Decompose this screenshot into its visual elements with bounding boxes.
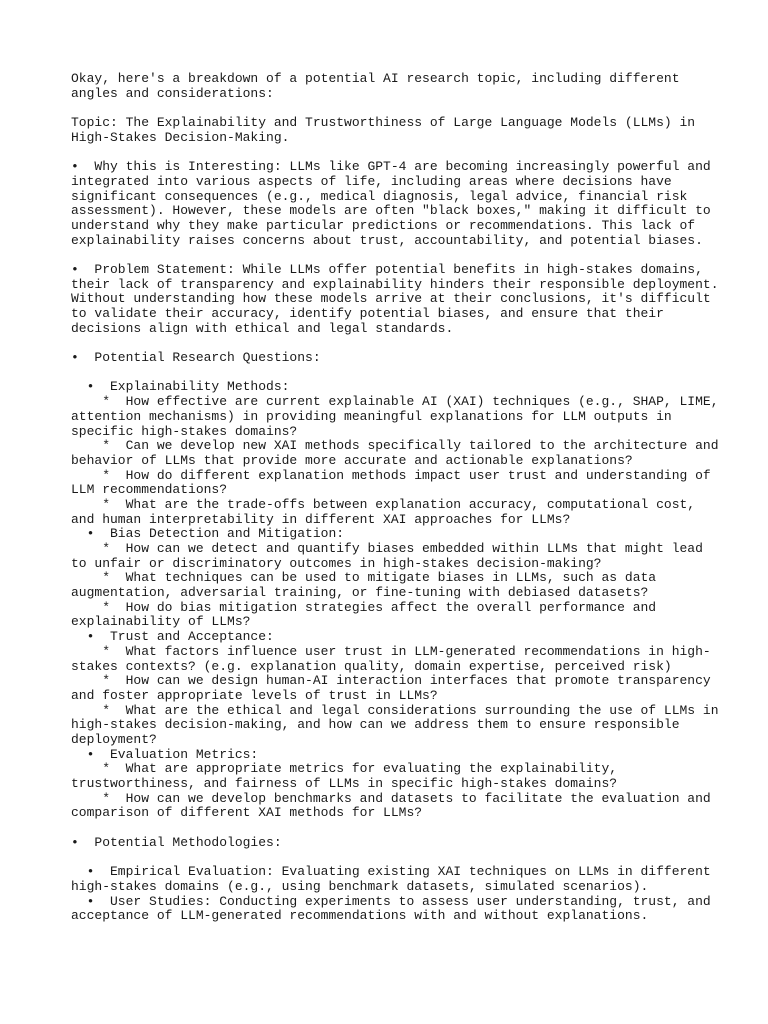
list-item-line: high-stakes domains (e.g., using benchmark datasets, simulated scenarios). [71, 878, 649, 894]
text-line: explainability raises concerns about trust, accountability, and potential biases. [71, 232, 703, 248]
research-questions-list [71, 379, 719, 821]
text-line: decisions align with ethical and legal standards. [71, 320, 454, 336]
list-item-line: to unfair or discriminatory outcomes in high-stakes decision-making? [71, 555, 602, 571]
text-line: their lack of transparency and explainability hinders their responsible deployment. [71, 276, 719, 292]
methodologies-heading: • Potential Methodologies: [71, 834, 282, 850]
intro-paragraph [71, 72, 711, 101]
subsection-heading: • Explainability Methods: [71, 379, 290, 395]
text-line: integrated into various aspects of life, including areas where decisions have [71, 173, 672, 189]
list-item-line: * How effective are current explainable AI (XAI) techniques (e.g., SHAP, LIME, [71, 394, 719, 410]
list-item-line: LLM recommendations? [71, 482, 228, 498]
text-line: • Problem Statement: While LLMs offer potential benefits in high-stakes domains, [71, 261, 703, 277]
text-line: significant consequences (e.g., medical diagnosis, legal advice, financial risk [71, 188, 688, 204]
list-item-line: * What techniques can be used to mitigate biases in LLMs, such as data [71, 570, 657, 586]
text-line: understand why they make particular predictions or recommendations. This lack of [71, 217, 696, 233]
list-item-line: * How do different explanation methods impact user trust and understanding of [71, 467, 711, 483]
list-item-line: deployment? [71, 731, 157, 747]
list-item-line: * What are appropriate metrics for evaluating the explainability, [71, 761, 618, 777]
text-line: to validate their accuracy, identify potential biases, and ensure that their [71, 306, 664, 321]
list-item-line: specific high-stakes domains? [71, 423, 298, 439]
list-item-line: • Empirical Evaluation: Evaluating existing XAI techniques on LLMs in different [71, 864, 711, 880]
problem-statement-paragraph [71, 261, 719, 336]
subsection-heading: • Evaluation Metrics: [71, 746, 259, 762]
text-line: High-Stakes Decision-Making. [71, 129, 290, 145]
text-line: Topic: The Explainability and Trustworthiness of Large Language Models (LLMs) in [71, 115, 696, 131]
why-interesting-paragraph [71, 160, 711, 248]
list-item-line: and foster appropriate levels of trust in LLMs? [71, 687, 438, 703]
list-item-line: * How can we design human-AI interaction interfaces that promote transparency [71, 673, 711, 689]
subsection-heading: • Bias Detection and Mitigation: [71, 526, 345, 542]
list-item-line: augmentation, adversarial training, or fine-tuning with debiased datasets? [71, 585, 649, 601]
list-item-line: * What factors influence user trust in LLM-generated recommendations in high- [71, 643, 711, 659]
list-item-line: attention mechanisms) in providing meaningful explanations for LLM outputs in [71, 408, 672, 424]
list-item-line: * What are the ethical and legal considerations surrounding the use of LLMs in [71, 702, 719, 718]
list-item-line: and human interpretability in different XAI approaches for LLMs? [71, 511, 571, 527]
text-line: assessment). However, these models are often "black boxes," making it difficult to [71, 203, 711, 219]
list-item-line: * Can we develop new XAI methods specifically tailored to the architecture and [71, 438, 719, 454]
text-line: Without understanding how these models arrive at their conclusions, it's difficult [71, 291, 711, 307]
list-item-line: explainability of LLMs? [71, 614, 251, 630]
list-item-line: * How do bias mitigation strategies affect the overall performance and [71, 599, 657, 615]
list-item-line: comparison of different XAI methods for LLMs? [71, 805, 423, 821]
text-line: Okay, here's a breakdown of a potential AI research topic, including different [71, 71, 680, 86]
list-item-line: behavior of LLMs that provide more accurate and actionable explanations? [71, 452, 633, 468]
text-line: angles and considerations: [71, 85, 274, 101]
list-item-line: * What are the trade-offs between explanation accuracy, computational cost, [71, 496, 696, 512]
research-questions-heading: • Potential Research Questions: [71, 350, 321, 366]
list-item-line: trustworthiness, and fairness of LLMs in specific high-stakes domains? [71, 776, 618, 791]
list-item-line: • User Studies: Conducting experiments to assess user understanding, trust, and [71, 893, 711, 909]
document-page [71, 71, 719, 924]
list-item-line: * How can we detect and quantify biases embedded within LLMs that might lead [71, 541, 703, 556]
methodologies-list [71, 865, 711, 924]
list-item-line: * How can we develop benchmarks and datasets to facilitate the evaluation and [71, 790, 711, 806]
subsection-heading: • Trust and Acceptance: [71, 629, 274, 645]
text-line: • Why this is Interesting: LLMs like GPT-4 are becoming increasingly powerful and [71, 159, 711, 175]
topic-paragraph [71, 116, 711, 145]
list-item-line: stakes contexts? (e.g. explanation quality, domain expertise, perceived risk) [71, 658, 672, 674]
list-item-line: high-stakes decision-making, and how can we address them to ensure responsible [71, 717, 680, 733]
list-item-line: acceptance of LLM-generated recommendations with and without explanations. [71, 908, 649, 924]
